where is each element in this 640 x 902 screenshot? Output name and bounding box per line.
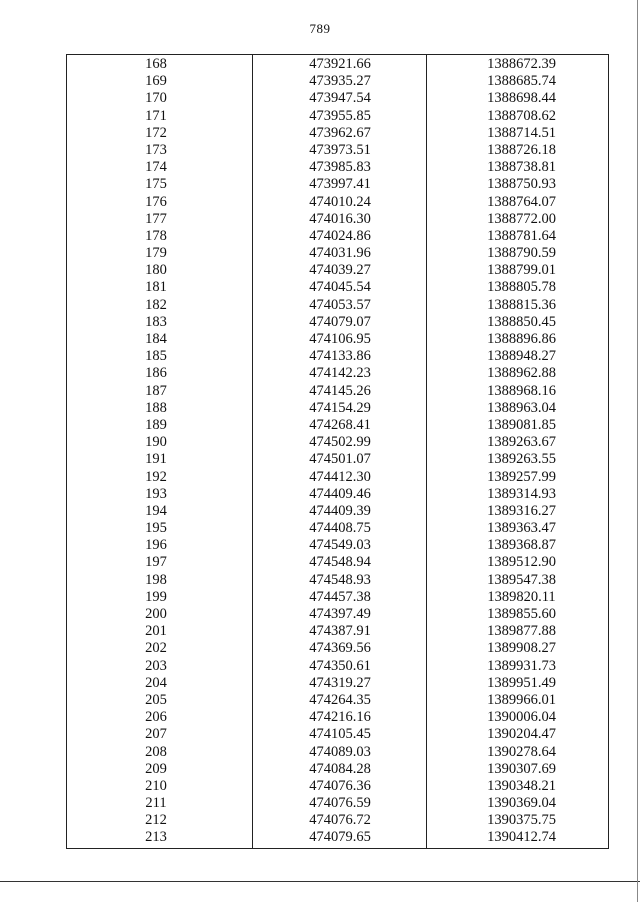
table-row (67, 692, 608, 709)
point-number-cell: 210 (145, 777, 167, 794)
table-row (67, 812, 608, 829)
table-row (67, 331, 608, 348)
x-coordinate-cell: 473955.85 (309, 107, 371, 124)
y-coordinate-cell: 1388764.07 (487, 193, 556, 210)
y-coordinate-cell: 1389316.27 (487, 502, 556, 519)
table-row (67, 554, 608, 571)
table-body (67, 56, 608, 847)
x-coordinate-cell: 474387.91 (309, 623, 371, 640)
x-coordinate-cell: 474016.30 (309, 210, 371, 227)
x-coordinate-cell: 474264.35 (309, 691, 371, 708)
x-coordinate-cell: 474031.96 (309, 245, 371, 262)
x-coordinate-cell: 474501.07 (309, 451, 371, 468)
y-coordinate-cell: 1389966.01 (487, 691, 556, 708)
x-coordinate-cell: 474142.23 (309, 365, 371, 382)
point-number-cell: 192 (145, 468, 167, 485)
point-number-cell: 187 (145, 382, 167, 399)
table-row (67, 90, 608, 107)
point-number-cell: 171 (145, 107, 167, 124)
point-number-cell: 194 (145, 502, 167, 519)
x-coordinate-cell: 474412.30 (309, 468, 371, 485)
x-coordinate-cell: 474045.54 (309, 279, 371, 296)
x-coordinate-cell: 474105.45 (309, 726, 371, 743)
y-coordinate-cell: 1390369.04 (487, 795, 556, 812)
table-row (67, 348, 608, 365)
x-coordinate-cell: 474079.65 (309, 829, 371, 846)
y-coordinate-cell: 1388685.74 (487, 73, 556, 90)
table-row (67, 245, 608, 262)
x-coordinate-cell: 474106.95 (309, 331, 371, 347)
y-coordinate-cell: 1390307.69 (487, 760, 556, 777)
point-number-cell: 198 (145, 571, 167, 588)
table-row (67, 400, 608, 417)
y-coordinate-cell: 1389263.55 (487, 451, 556, 468)
table-row (67, 228, 608, 245)
table-row (67, 314, 608, 331)
x-coordinate-cell: 473935.27 (309, 73, 371, 90)
y-coordinate-cell: 1388708.62 (487, 107, 556, 124)
coordinate-table (66, 54, 609, 849)
x-coordinate-cell: 473962.67 (309, 124, 371, 141)
y-coordinate-cell: 1390278.64 (487, 743, 556, 760)
point-number-cell: 213 (145, 829, 167, 846)
x-coordinate-cell: 474053.57 (309, 296, 371, 313)
y-coordinate-cell: 1389908.27 (487, 640, 556, 657)
table-row (67, 829, 608, 846)
x-coordinate-cell: 474549.03 (309, 537, 371, 554)
y-coordinate-cell: 1389363.47 (487, 520, 556, 537)
y-coordinate-cell: 1390348.21 (487, 777, 556, 794)
table-row (67, 108, 608, 125)
y-coordinate-cell: 1388772.00 (487, 210, 556, 227)
point-number-cell: 181 (145, 279, 167, 296)
point-number-cell: 200 (145, 606, 167, 622)
y-coordinate-cell: 1389368.87 (487, 537, 556, 554)
y-coordinate-cell: 1388963.04 (487, 399, 556, 416)
y-coordinate-cell: 1390006.04 (487, 709, 556, 726)
x-coordinate-cell: 473947.54 (309, 90, 371, 107)
table-row (67, 159, 608, 176)
y-coordinate-cell: 1389257.99 (487, 468, 556, 485)
page-right-edge (637, 0, 638, 902)
point-number-cell: 196 (145, 537, 167, 554)
point-number-cell: 173 (145, 141, 167, 158)
x-coordinate-cell: 474350.61 (309, 657, 371, 674)
table-row (67, 262, 608, 279)
point-number-cell: 182 (145, 296, 167, 313)
point-number-cell: 180 (145, 262, 167, 279)
x-coordinate-cell: 474145.26 (309, 382, 371, 399)
point-number-cell: 197 (145, 554, 167, 571)
point-number-cell: 206 (145, 709, 167, 726)
point-number-cell: 178 (145, 227, 167, 244)
table-row (67, 142, 608, 159)
y-coordinate-cell: 1389877.88 (487, 623, 556, 640)
table-row (67, 537, 608, 554)
y-coordinate-cell: 1388738.81 (487, 159, 556, 176)
point-number-cell: 184 (145, 331, 167, 347)
y-coordinate-cell: 1388781.64 (487, 227, 556, 244)
table-row (67, 417, 608, 434)
point-number-cell: 186 (145, 365, 167, 382)
y-coordinate-cell: 1388850.45 (487, 313, 556, 330)
table-row (67, 73, 608, 90)
x-coordinate-cell: 474024.86 (309, 227, 371, 244)
y-coordinate-cell: 1388698.44 (487, 90, 556, 107)
y-coordinate-cell: 1388790.59 (487, 245, 556, 262)
table-row (67, 623, 608, 640)
point-number-cell: 179 (145, 245, 167, 262)
point-number-cell: 195 (145, 520, 167, 537)
y-coordinate-cell: 1388672.39 (487, 56, 556, 72)
x-coordinate-cell: 474409.46 (309, 485, 371, 502)
y-coordinate-cell: 1390412.74 (487, 829, 556, 846)
table-row (67, 675, 608, 692)
table-row (67, 778, 608, 795)
y-coordinate-cell: 1389951.49 (487, 674, 556, 691)
table-row (67, 589, 608, 606)
table-row (67, 469, 608, 486)
x-coordinate-cell: 474039.27 (309, 262, 371, 279)
table-row (67, 176, 608, 193)
point-number-cell: 177 (145, 210, 167, 227)
x-coordinate-cell: 474084.28 (309, 760, 371, 777)
x-coordinate-cell: 474397.49 (309, 606, 371, 622)
table-row (67, 125, 608, 142)
x-coordinate-cell: 474369.56 (309, 640, 371, 657)
y-coordinate-cell: 1388948.27 (487, 348, 556, 365)
y-coordinate-cell: 1389547.38 (487, 571, 556, 588)
table-row (67, 572, 608, 589)
table-row (67, 211, 608, 228)
point-number-cell: 175 (145, 176, 167, 193)
x-coordinate-cell: 474548.93 (309, 571, 371, 588)
y-coordinate-cell: 1388805.78 (487, 279, 556, 296)
page-number: 789 (309, 21, 331, 36)
table-row (67, 56, 608, 73)
page-bottom-rule (0, 881, 640, 882)
table-row (67, 761, 608, 778)
point-number-cell: 191 (145, 451, 167, 468)
y-coordinate-cell: 1389263.67 (487, 434, 556, 451)
x-coordinate-cell: 474502.99 (309, 434, 371, 451)
point-number-cell: 189 (145, 416, 167, 433)
y-coordinate-cell: 1389512.90 (487, 554, 556, 571)
point-number-cell: 168 (145, 56, 167, 72)
point-number-cell: 205 (145, 691, 167, 708)
table-row (67, 451, 608, 468)
point-number-cell: 209 (145, 760, 167, 777)
x-coordinate-cell: 474133.86 (309, 348, 371, 365)
table-row (67, 709, 608, 726)
table-row (67, 434, 608, 451)
table-row (67, 658, 608, 675)
point-number-cell: 170 (145, 90, 167, 107)
x-coordinate-cell: 473921.66 (309, 56, 371, 72)
x-coordinate-cell: 474548.94 (309, 554, 371, 571)
table-row (67, 503, 608, 520)
x-coordinate-cell: 474089.03 (309, 743, 371, 760)
point-number-cell: 190 (145, 434, 167, 451)
point-number-cell: 203 (145, 657, 167, 674)
x-coordinate-cell: 473997.41 (309, 176, 371, 193)
point-number-cell: 185 (145, 348, 167, 365)
point-number-cell: 204 (145, 674, 167, 691)
y-coordinate-cell: 1388799.01 (487, 262, 556, 279)
y-coordinate-cell: 1390375.75 (487, 812, 556, 829)
y-coordinate-cell: 1388815.36 (487, 296, 556, 313)
point-number-cell: 174 (145, 159, 167, 176)
y-coordinate-cell: 1388726.18 (487, 141, 556, 158)
x-coordinate-cell: 474154.29 (309, 399, 371, 416)
x-coordinate-cell: 474076.36 (309, 777, 371, 794)
y-coordinate-cell: 1388750.93 (487, 176, 556, 193)
table-row (67, 194, 608, 211)
point-number-cell: 188 (145, 399, 167, 416)
point-number-cell: 201 (145, 623, 167, 640)
y-coordinate-cell: 1388968.16 (487, 382, 556, 399)
x-coordinate-cell: 473973.51 (309, 141, 371, 158)
x-coordinate-cell: 474076.72 (309, 812, 371, 829)
point-number-cell: 193 (145, 485, 167, 502)
x-coordinate-cell: 474408.75 (309, 520, 371, 537)
point-number-cell: 207 (145, 726, 167, 743)
point-number-cell: 176 (145, 193, 167, 210)
y-coordinate-cell: 1389081.85 (487, 416, 556, 433)
y-coordinate-cell: 1388962.88 (487, 365, 556, 382)
point-number-cell: 212 (145, 812, 167, 829)
table-row (67, 640, 608, 657)
y-coordinate-cell: 1388896.86 (487, 331, 556, 347)
y-coordinate-cell: 1390204.47 (487, 726, 556, 743)
table-row (67, 520, 608, 537)
point-number-cell: 202 (145, 640, 167, 657)
x-coordinate-cell: 473985.83 (309, 159, 371, 176)
point-number-cell: 169 (145, 73, 167, 90)
point-number-cell: 183 (145, 313, 167, 330)
y-coordinate-cell: 1389314.93 (487, 485, 556, 502)
table-row (67, 279, 608, 296)
x-coordinate-cell: 474319.27 (309, 674, 371, 691)
x-coordinate-cell: 474409.39 (309, 502, 371, 519)
y-coordinate-cell: 1389931.73 (487, 657, 556, 674)
point-number-cell: 211 (145, 795, 167, 812)
x-coordinate-cell: 474457.38 (309, 588, 371, 605)
x-coordinate-cell: 474010.24 (309, 193, 371, 210)
y-coordinate-cell: 1388714.51 (487, 124, 556, 141)
table-row (67, 297, 608, 314)
y-coordinate-cell: 1389855.60 (487, 606, 556, 622)
x-coordinate-cell: 474076.59 (309, 795, 371, 812)
x-coordinate-cell: 474268.41 (309, 416, 371, 433)
x-coordinate-cell: 474216.16 (309, 709, 371, 726)
x-coordinate-cell: 474079.07 (309, 313, 371, 330)
table-row (67, 486, 608, 503)
table-row (67, 365, 608, 382)
table-row (67, 726, 608, 743)
point-number-cell: 172 (145, 124, 167, 141)
table-row (67, 383, 608, 400)
point-number-cell: 199 (145, 588, 167, 605)
table-row (67, 606, 608, 623)
point-number-cell: 208 (145, 743, 167, 760)
table-row (67, 795, 608, 812)
table-row (67, 744, 608, 761)
y-coordinate-cell: 1389820.11 (487, 588, 556, 605)
